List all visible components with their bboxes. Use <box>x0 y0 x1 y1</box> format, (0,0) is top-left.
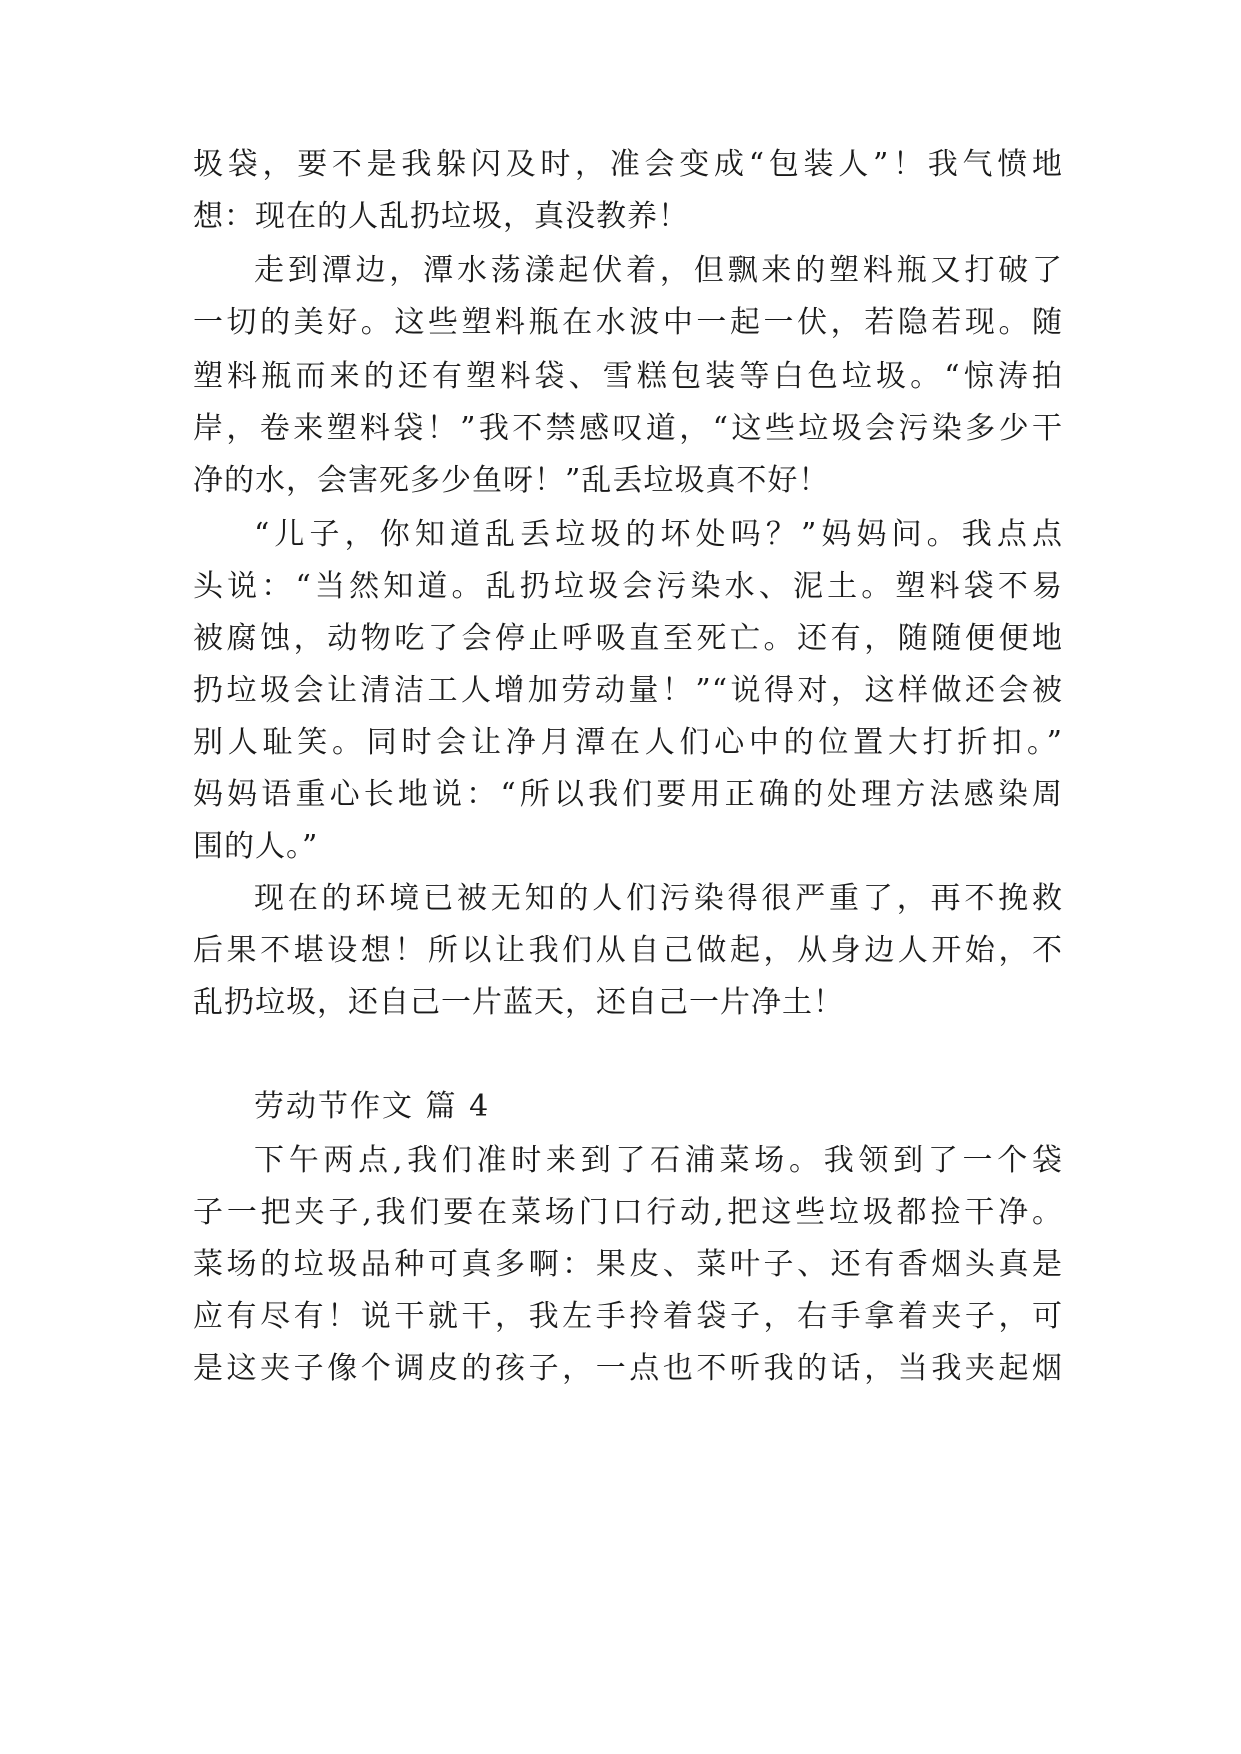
text-line: 圾袋，要不是我躲闪及时，准会变成“包装人”！我气愤地 <box>193 147 1063 182</box>
text-line: 应有尽有！说干就干，我左手拎着袋子，右手拿着夹子，可 <box>193 1299 1063 1334</box>
text-line: 现在的环境已被无知的人们污染得很严重了，再不挽救 <box>254 881 1063 916</box>
text-line: 一切的美好。这些塑料瓶在水波中一起一伏，若隐若现。随 <box>193 305 1063 340</box>
text-line: 净的水，会害死多少鱼呀！”乱丢垃圾真不好！ <box>193 463 830 498</box>
text-line: 乱扔垃圾，还自己一片蓝天，还自己一片净土！ <box>193 985 844 1020</box>
text-line: 扔垃圾会让清洁工人增加劳动量！”“说得对，这样做还会被 <box>193 673 1063 708</box>
section-heading: 劳动节作文 篇 4 <box>254 1089 491 1124</box>
text-line: 塑料瓶而来的还有塑料袋、雪糕包装等白色垃圾。“惊涛拍 <box>193 359 1063 394</box>
text-line: 子一把夹子,我们要在菜场门口行动,把这些垃圾都捡干净。 <box>193 1195 1063 1230</box>
text-line: 别人耻笑。同时会让净月潭在人们心中的位置大打折扣。” <box>193 725 1063 760</box>
text-line: 想：现在的人乱扔垃圾，真没教养！ <box>193 199 689 234</box>
text-line: 菜场的垃圾品种可真多啊：果皮、菜叶子、还有香烟头真是 <box>193 1247 1063 1282</box>
text-line: 岸，卷来塑料袋！”我不禁感叹道，“这些垃圾会污染多少干 <box>193 411 1063 446</box>
text-line: 走到潭边，潭水荡漾起伏着，但飘来的塑料瓶又打破了 <box>254 253 1063 288</box>
text-line: 被腐蚀，动物吃了会停止呼吸直至死亡。还有，随随便便地 <box>193 621 1063 656</box>
text-line: 是这夹子像个调皮的孩子，一点也不听我的话，当我夹起烟 <box>193 1351 1063 1386</box>
text-line: 下午两点,我们准时来到了石浦菜场。我领到了一个袋 <box>254 1143 1063 1178</box>
text-line: 后果不堪设想！所以让我们从自己做起，从身边人开始，不 <box>193 933 1063 968</box>
text-line: 围的人。” <box>193 829 319 864</box>
text-line: 头说：“当然知道。乱扔垃圾会污染水、泥土。塑料袋不易 <box>193 569 1063 604</box>
text-line: “儿子，你知道乱丢垃圾的坏处吗？”妈妈问。我点点 <box>254 517 1063 552</box>
text-line: 妈妈语重心长地说：“所以我们要用正确的处理方法感染周 <box>193 777 1063 812</box>
